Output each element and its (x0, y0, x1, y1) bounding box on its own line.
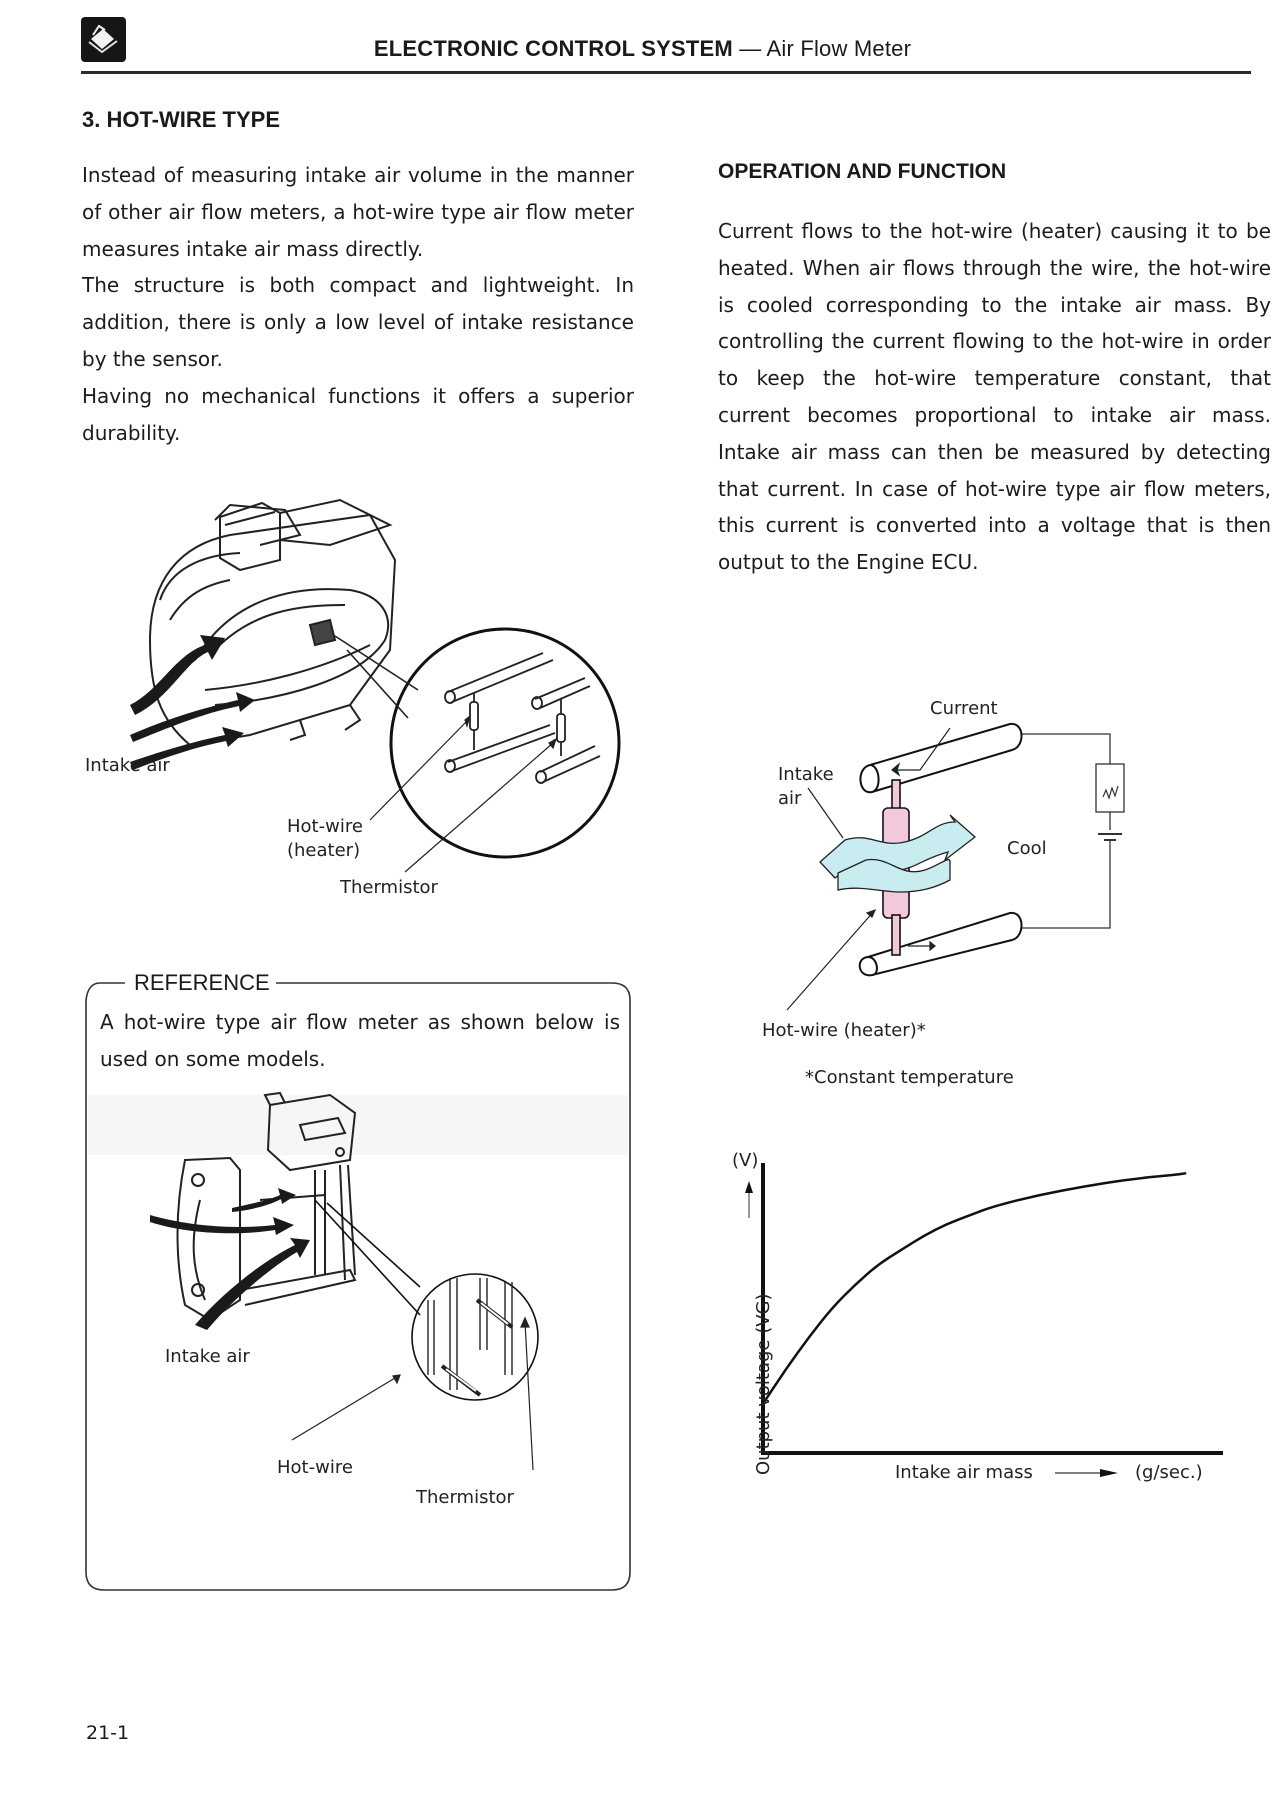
label-constant-temperature: *Constant temperature (805, 1067, 1014, 1088)
voltage-curve (763, 1173, 1186, 1404)
header-subtitle: Air Flow Meter (766, 36, 912, 61)
header-chapter: ELECTRONIC CONTROL SYSTEM (373, 36, 733, 61)
reference-label-hot-wire: Hot-wire (277, 1457, 353, 1478)
y-axis-arrow-icon (745, 1181, 753, 1193)
label-current: Current (930, 698, 998, 719)
intro-paragraph: The structure is both compact and lightweight. In addition, there is only a low level of intake resistance by the sensor. (82, 273, 634, 371)
section-title: 3. HOT-WIRE TYPE (82, 107, 281, 132)
reference-label-thermistor: Thermistor (416, 1487, 514, 1508)
y-axis-unit: (V) (732, 1150, 759, 1171)
reference-legend: REFERENCE (128, 970, 276, 996)
x-axis-arrow-icon (1100, 1469, 1118, 1477)
intro-paragraph: Having no mechanical functions it offers a superior durability. (82, 383, 634, 445)
label-heater: (heater) (287, 840, 361, 861)
reference-label-intake-air: Intake air (165, 1346, 250, 1367)
label-intake-air: Intake air (85, 755, 170, 776)
intro-paragraph: Instead of measuring intake air volume in the manner of other air flow meters, a hot-wire type air flow meter measures intake air mass directly. (82, 163, 634, 261)
label-hot-wire: Hot-wire (287, 816, 363, 837)
x-axis-label: Intake air mass (895, 1462, 1033, 1483)
label-cool: Cool (1007, 838, 1047, 859)
reference-text: A hot-wire type air flow meter as shown below is used on some models. (100, 1010, 620, 1071)
x-axis-unit: (g/sec.) (1135, 1462, 1203, 1483)
label-air: air (778, 788, 802, 809)
y-axis-label: Output voltage (VG) (753, 1293, 774, 1475)
label-thermistor: Thermistor (340, 877, 438, 898)
header-separator: — (739, 36, 762, 61)
operation-title: OPERATION AND FUNCTION (718, 160, 1007, 183)
label-intake: Intake (778, 764, 834, 785)
label-hot-wire-heater: Hot-wire (heater)* (762, 1020, 926, 1041)
operation-paragraph: Current flows to the hot-wire (heater) causing it to be heated. When air flows through the wire, the hot-wire is cooled corresponding to the intake air mass. By controlling the current flowing to the hot-wire in order to keep the hot-wire temperature constant, that current becomes proportional to intake air mass. Intake air mass can then be measured by detecting that current. In case of hot-wire type air flow meters, this current is converted into a voltage that is then output to the Engine ECU. (718, 219, 1271, 575)
page-number: 21-1 (86, 1722, 130, 1744)
